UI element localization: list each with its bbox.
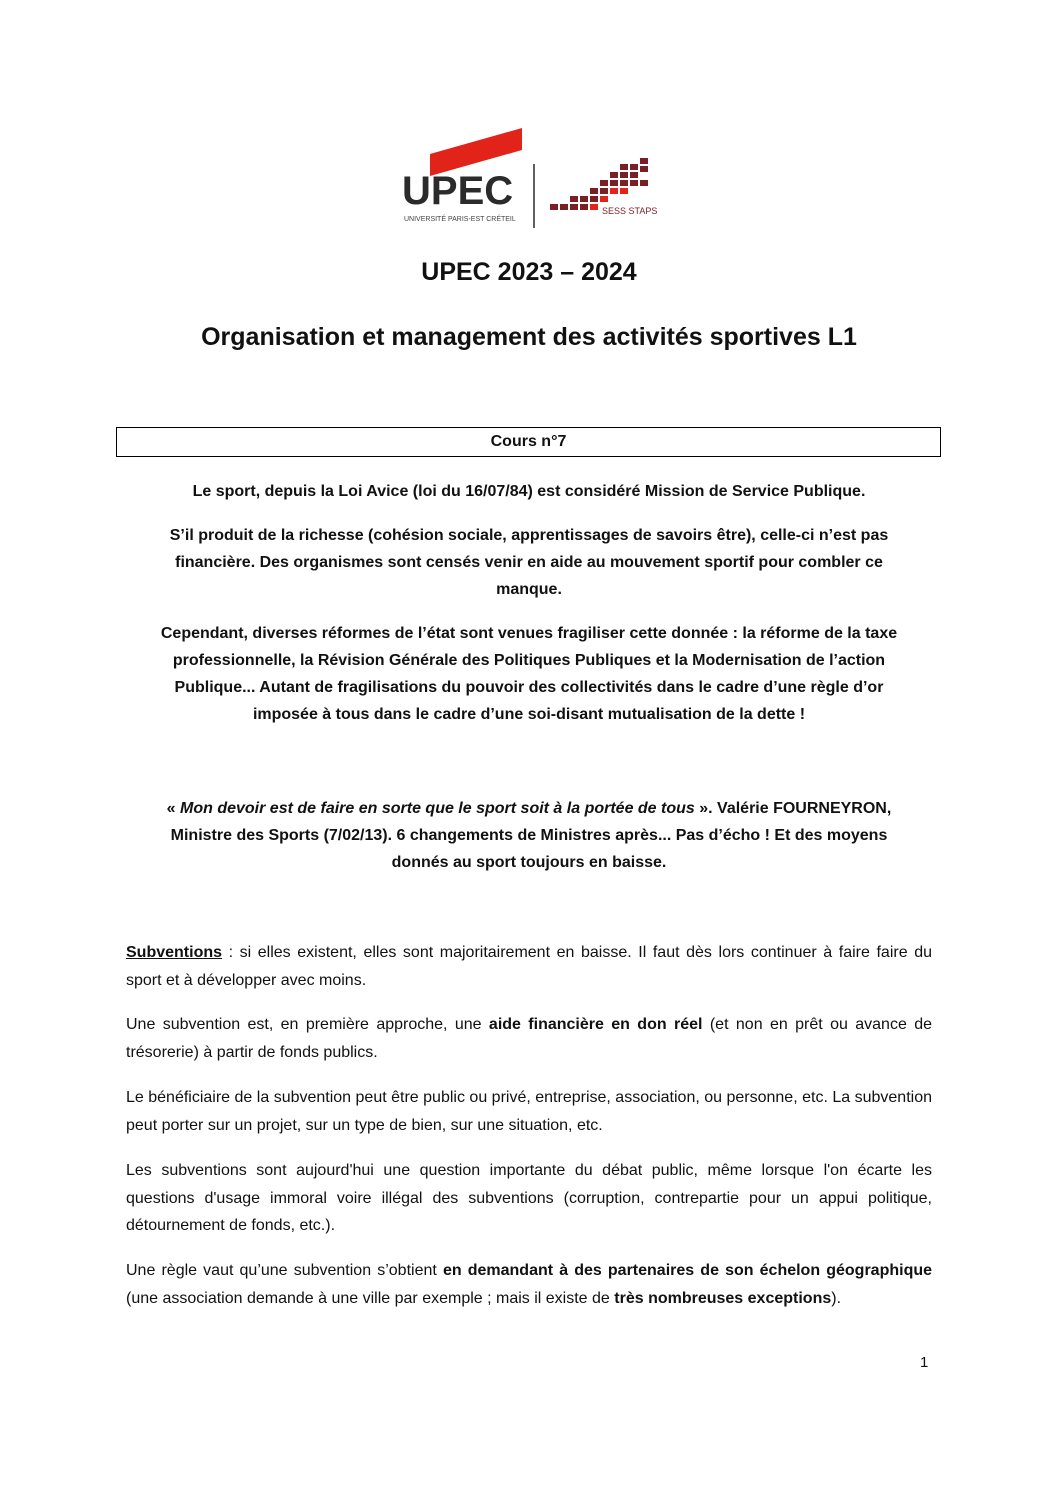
upec-logo-graphic xyxy=(396,124,664,234)
minister-quote xyxy=(125,795,933,876)
body-paragraph-definition xyxy=(126,1011,932,1066)
definition-text-c: (et non en prêt ou avance de trésorerie) à partir de fonds publics. xyxy=(126,1016,933,1061)
intro-p3-line: Cependant, diverses réformes de l’état sont venues fragiliser cette donnée : la réforme de la taxe xyxy=(160,625,898,642)
intro-paragraph-2 xyxy=(125,522,933,603)
logo-partner-text: SESS STAPS xyxy=(602,206,658,216)
rule-text-bold-1: en demandant à des partenaires de son échelon géographique xyxy=(442,1262,933,1279)
quote-close: ». Valérie FOURNEYRON, xyxy=(694,800,892,817)
quote-line-3: donnés au sport toujours en baisse. xyxy=(391,854,667,871)
intro-p2-line: financière. Des organismes sont censés venir en aide au mouvement sportif pour combler ce xyxy=(175,554,883,571)
body-paragraph-subventions xyxy=(126,939,932,994)
quote-text: Mon devoir est de faire en sorte que le sport soit à la portée de tous xyxy=(180,800,695,817)
subventions-text: : si elles existent, elles sont majoritairement en baisse. Il faut dès lors continuer à faire faire du sport et à développer avec moins. xyxy=(126,944,932,989)
rule-text-a: Une règle vaut qu’une subvention s’obtient xyxy=(126,1262,443,1279)
lesson-number-box: Cours n°7 xyxy=(116,427,941,457)
definition-text-bold: aide financière en don réel xyxy=(488,1016,703,1033)
rule-text-e: ). xyxy=(831,1289,842,1307)
logo-subtitle-text: UNIVERSITÉ PARIS-EST CRÉTEIL xyxy=(404,216,516,223)
quote-line-1 xyxy=(125,795,933,822)
page-number: 1 xyxy=(920,1354,929,1371)
rule-text-bold-2: très nombreuses exceptions xyxy=(614,1289,832,1307)
intro-p3-line: Publique... Autant de fragilisations du pouvoir des collectivités dans le cadre d’une règle d’or xyxy=(174,679,884,696)
intro-paragraph-1: Le sport, depuis la Loi Avice (loi du 16/07/84) est considéré Mission de Service Publique. xyxy=(192,483,866,500)
intro-paragraph-3 xyxy=(125,620,933,728)
definition-text-a: Une subvention est, en première approche, une xyxy=(126,1016,489,1033)
intro-p2-line: S’il produit de la richesse (cohésion sociale, apprentissages de savoirs être), celle-ci n’est pas xyxy=(169,527,889,544)
upec-logo xyxy=(396,124,664,234)
logo-brand-text: UPEC xyxy=(402,169,514,213)
body-paragraph-rule xyxy=(126,1257,932,1312)
intro-p2-line: manque. xyxy=(496,581,562,598)
quote-open: « xyxy=(166,800,181,817)
body-paragraph-debate: Les subventions sont aujourd'hui une question importante du débat public, même lorsque l'on écarte les questions d'usage immoral voire illégal des subventions (corruption, contrepartie pour un appui politique, détournement de fonds, etc.). xyxy=(126,1162,932,1234)
body-paragraph-beneficiary: Le bénéficiaire de la subvention peut être public ou privé, entreprise, association, ou personne, etc. La subvention peut porter sur un projet, sur un type de bien, sur une situation, etc. xyxy=(126,1089,932,1134)
subventions-label: Subventions xyxy=(126,944,223,961)
quote-line-2: Ministre des Sports (7/02/13). 6 changements de Ministres après... Pas d’écho ! Et des moyens xyxy=(170,827,888,844)
rule-text-c: (une association demande à une ville par exemple ; mais il existe de xyxy=(126,1289,615,1307)
intro-p3-line: imposée à tous dans le cadre d’une soi-disant mutualisation de la dette ! xyxy=(252,706,806,723)
document-year-title: UPEC 2023 – 2024 xyxy=(421,258,637,286)
course-title: Organisation et management des activités sportives L1 xyxy=(201,323,857,351)
intro-p3-line: professionnelle, la Révision Générale des Politiques Publiques et la Modernisation de l’action xyxy=(172,652,886,669)
